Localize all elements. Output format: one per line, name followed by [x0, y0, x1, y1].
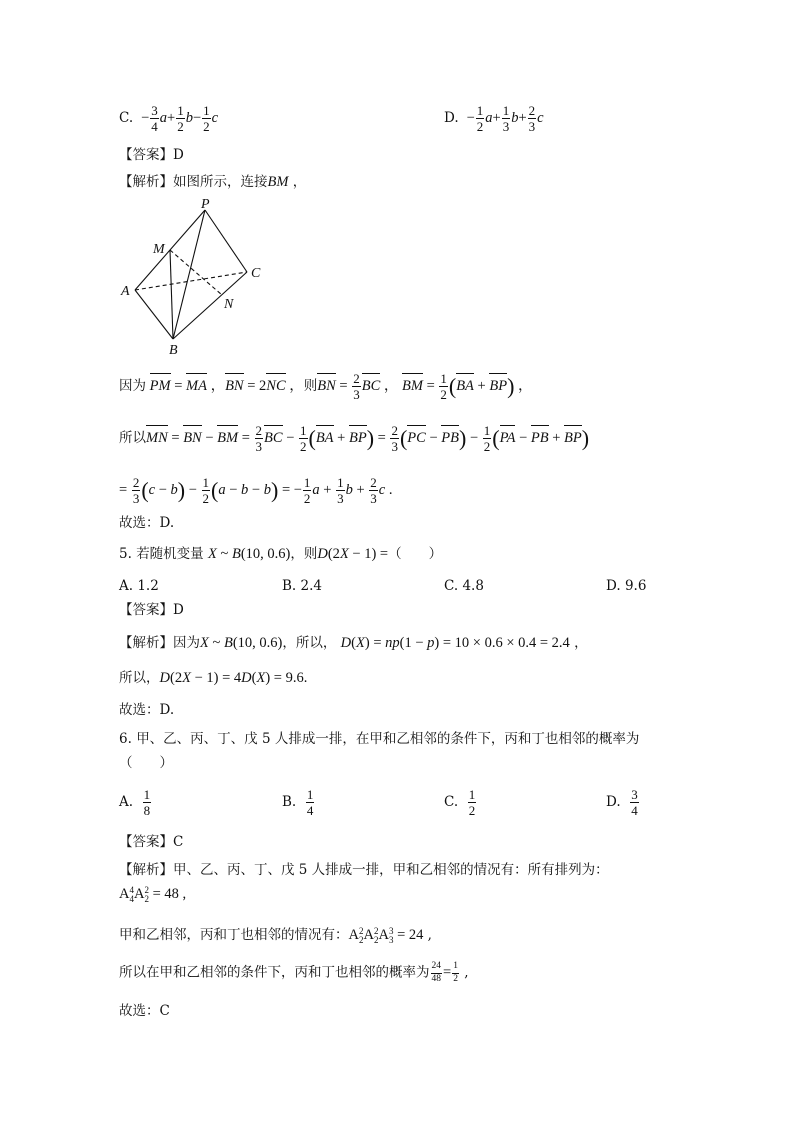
- q5-option-c: C. 4.8: [444, 578, 484, 594]
- label-m: M: [153, 242, 165, 257]
- segment-mn: [170, 250, 222, 295]
- q6-analysis-4: 所以在甲和乙相邻的条件下，丙和丁也相邻的概率为 $\frac{24}{48}$ = $\frac{1}{2}$ ,: [119, 961, 469, 984]
- q6-option-c: C. $\frac{1}{2}$: [444, 787, 476, 818]
- q6-analysis-1: 【解析】甲、乙、丙、丁、戊 5 人排成一排，甲和乙相邻的情况有：所有排列为：: [119, 862, 609, 878]
- option-label: D.: [444, 109, 459, 126]
- q5-option-d: D. 9.6: [606, 578, 647, 594]
- label-p: P: [201, 197, 210, 212]
- q6-analysis-2: A 4 4 A 2 2 = 48 ,: [119, 884, 187, 904]
- q6-analysis-3: 甲和乙相邻，丙和丁也相邻的情况有：A 2 2 A 2 2 A 3 3 = 24 ,: [119, 925, 432, 945]
- q6-stem-blank: （ ）: [119, 755, 173, 771]
- q4-derivation-3: = $\frac{2}{3}$ (c − b) − $\frac{1}{2}$ (a − b − b) = − $\frac{1}{2}$ a + $\frac{1}{3}$ b + $\frac{2}{3}$ c .: [119, 475, 393, 506]
- q5-conclusion: 故选：D.: [119, 702, 175, 718]
- q6-option-a: A. $\frac{1}{8}$: [119, 787, 151, 818]
- q5-analysis-1: 【解析】因为X ~ B(10, 0.6)，所以， D(X) = np(1 − p) = 10 × 0.6 × 0.4 = 2.4 ，: [119, 635, 588, 651]
- q4-derivation-1: 因为 PM = MA ，BN = 2NC ，则BN = $\frac{2}{3}$ BC ， BM = $\frac{1}{2}$ (BA + BP) ，: [119, 371, 533, 402]
- q6-answer: 【答案】C: [119, 834, 184, 850]
- q4-analysis-intro: 【解析】如图所示，连接BM ，: [119, 174, 307, 190]
- edge-pc: [205, 210, 247, 272]
- q5-answer: 【答案】D: [119, 602, 184, 618]
- q4-option-d: D. − $\frac{1}{2}$ a+ $\frac{1}{3}$ b+ $\frac{2}{3}$ c: [444, 103, 544, 134]
- label-b: B: [169, 343, 178, 358]
- q4-answer: 【答案】D: [119, 147, 184, 163]
- q5-option-a: A. 1.2: [119, 578, 159, 594]
- segment-bm: [170, 250, 173, 339]
- q4-conclusion: 故选：D.: [119, 515, 175, 531]
- q6-option-d: D. $\frac{3}{4}$: [606, 787, 638, 818]
- edge-pb: [173, 210, 205, 339]
- q5-stem: 5. 若随机变量 X ~ B(10, 0.6)，则D(2X − 1) =（ ）: [119, 546, 443, 562]
- q5-option-b: B. 2.4: [282, 578, 322, 594]
- q5-analysis-2: 所以，D(2X − 1) = 4D(X) = 9.6.: [119, 670, 308, 686]
- option-label: C.: [119, 109, 134, 126]
- q4-derivation-2: 所以MN = BN − BM = $\frac{2}{3}$ BC − $\frac{1}{2}$ (BA + BP) = $\frac{2}{3}$ (PC − PB) − $\frac{1}{2}$ (PA − PB + BP): [119, 423, 590, 454]
- q6-option-b: B. $\frac{1}{4}$: [282, 787, 314, 818]
- q4-option-c: C. − $\frac{3}{4}$ a+ $\frac{1}{2}$ b− $\frac{1}{2}$ c: [119, 103, 219, 134]
- edge-ab: [135, 290, 173, 339]
- q6-conclusion: 故选：C: [119, 1003, 170, 1019]
- q6-stem: 6. 甲、乙、丙、丁、戊 5 人排成一排，在甲和乙相邻的条件下，丙和丁也相邻的概率为: [119, 731, 640, 747]
- label-c: C: [251, 266, 261, 281]
- tetrahedron-figure: [115, 196, 275, 358]
- label-n: N: [224, 297, 234, 312]
- label-a: A: [121, 284, 130, 299]
